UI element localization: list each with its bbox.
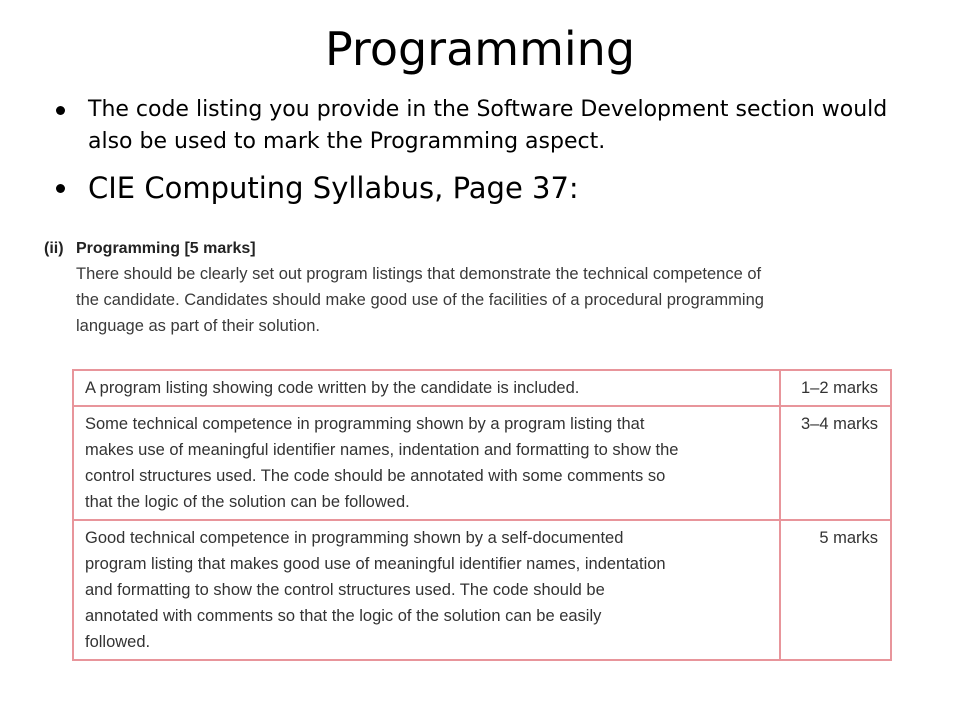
criteria-line: makes use of meaningful identifier names, indentation and formatting to show the xyxy=(85,441,679,459)
bullet-text: The code listing you provide in the Software Development section would also be used to mark the Programming aspect. xyxy=(88,97,888,154)
criteria-cell xyxy=(73,370,780,406)
syllabus-excerpt xyxy=(44,238,904,339)
criteria-line: Some technical competence in programming shown by a program listing that xyxy=(85,415,645,433)
criteria-line: annotated with comments so that the logic of the solution can be easily xyxy=(85,607,602,625)
section-heading: Programming [5 marks] xyxy=(76,240,256,257)
bullet-dot-icon xyxy=(56,184,65,193)
table-row xyxy=(73,406,891,520)
intro-line: There should be clearly set out program listings that demonstrate the technical competence of xyxy=(76,265,762,283)
slide-title: Programming xyxy=(324,22,636,76)
table-row xyxy=(73,520,891,660)
marks-cell: 1–2 marks xyxy=(780,370,891,406)
marks-cell: 3–4 marks xyxy=(780,406,891,520)
bullet-item xyxy=(48,168,918,208)
criteria-line: followed. xyxy=(85,633,151,651)
criteria-line: A program listing showing code written by the candidate is included. xyxy=(85,379,580,397)
criteria-line: control structures used. The code should be annotated with some comments so xyxy=(85,467,666,485)
marks-cell: 5 marks xyxy=(780,520,891,660)
criteria-line: Good technical competence in programming shown by a self-documented xyxy=(85,529,624,547)
excerpt-intro xyxy=(76,261,904,339)
bullet-item xyxy=(48,94,918,158)
table-row xyxy=(73,370,891,406)
criteria-cell xyxy=(73,520,780,660)
intro-line: language as part of their solution. xyxy=(76,317,320,335)
bullet-text: CIE Computing Syllabus, Page 37: xyxy=(88,171,579,205)
criteria-cell xyxy=(73,406,780,520)
intro-line: the candidate. Candidates should make good use of the facilities of a procedural programming xyxy=(76,291,764,309)
section-number: (ii) xyxy=(44,240,64,257)
marks-table xyxy=(72,369,892,661)
bullet-list xyxy=(48,94,918,208)
criteria-line: and formatting to show the control structures used. The code should be xyxy=(85,581,605,599)
excerpt-heading xyxy=(44,238,904,260)
criteria-line: program listing that makes good use of meaningful identifier names, indentation xyxy=(85,555,666,573)
bullet-dot-icon xyxy=(56,106,65,115)
criteria-line: that the logic of the solution can be followed. xyxy=(85,493,410,511)
